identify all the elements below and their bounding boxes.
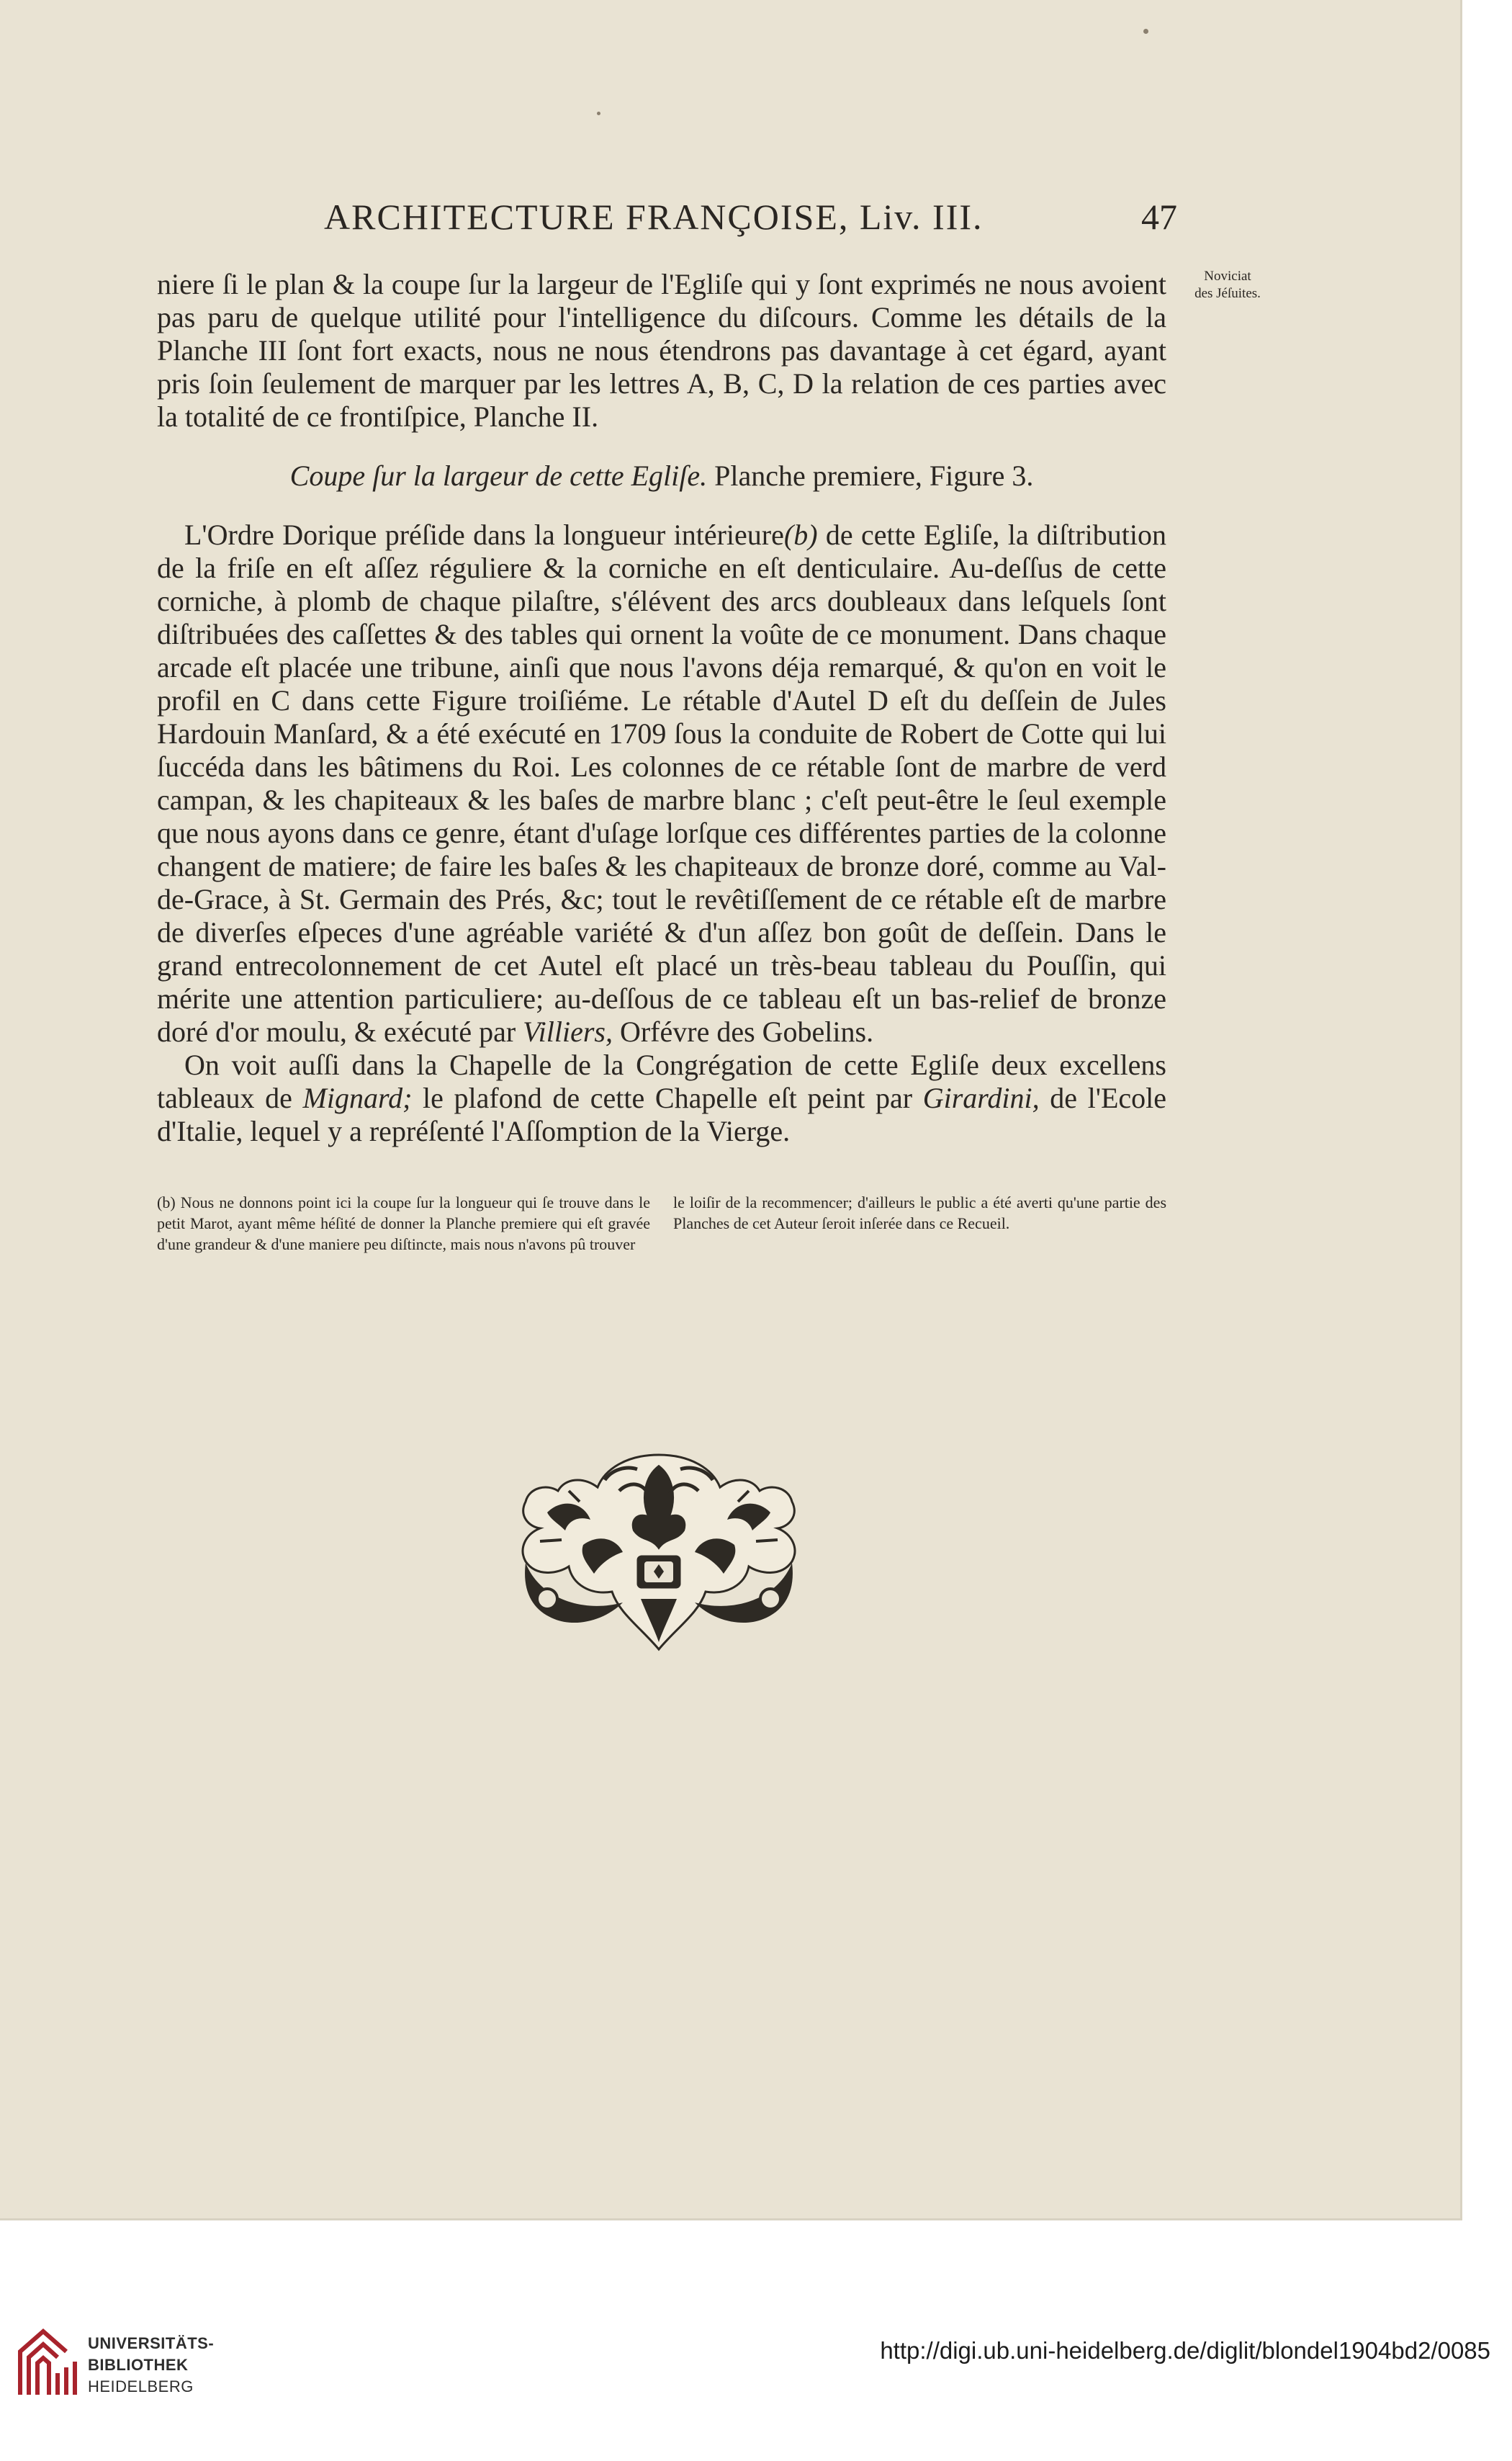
- paragraph: [157, 1049, 1166, 1148]
- paragraph: niere ſi le plan & la coupe ſur la largeur de l'Egliſe qui y ſont exprimés ne nous avoient pas paru de quelque utilité pour l'intelligence du diſcours. Comme les détails de la Planche III ſont fort exacts, nous ne nous étendrons pas davantage à cet égard, ayant pris ſoin ſeulement de marquer par les lettres A, B, C, D la relation de ces parties avec la totalité de ce frontiſpice, Planche II.: [157, 268, 1166, 433]
- page-header: [324, 196, 1177, 246]
- library-logo-icon: [14, 2323, 83, 2402]
- paragraph-text: de cette Egliſe, la diſtribution de la friſe en eſt aſſez réguliere & la corniche en eſt denticulaire. Au-deſſus de cette corniche, à plomb de chaque pilaſtre, s'élévent des arcs doubleaux dans leſquels ſont diſtribuées des caſſettes & des tables qui ornent la voûte de ce monument. Dans chaque arcade eſt placée une tribune, ainſi que nous l'avons déja remarqué, & qu'on en voit le profil en C dans cette Figure troiſiéme. Le rétable d'Autel D eſt du deſſein de Jules Hardouin Manſard, & a été exécuté en 1709 ſous la conduite de Robert de Cotte qui lui ſuccéda dans les bâtimens du Roi. Les colonnes de ce rétable ſont de marbre de verd campan, & les chapiteaux & les baſes de marbre blanc ; c'eſt peut-être le ſeul exemple que nous ayons dans ce genre, étant d'uſage lorſque ces différentes parties de la colonne changent de matiere; de faire les baſes & les chapiteaux de bronze doré, comme au Val-de-Grace, à St. Germain des Prés, &c; tout le revêtiſſement de ce rétable eſt de marbre de diverſes eſpeces d'une agréable variété & d'un aſſez bon goût de deſſein. Dans le grand entrecolonnement de cet Autel eſt placé un très-beau tableau du Pouſſin, qui mérite une attention particuliere; au-deſſous de ce tableau eſt un bas-relief de bronze doré d'or moulu, & exécuté par: [157, 519, 1167, 1048]
- footnotes: [157, 1192, 1166, 1255]
- margin-note-line: des Jéſuites.: [1194, 286, 1261, 301]
- paragraph-text: L'Ordre Dorique préſide dans la longueur intérieure: [184, 519, 784, 551]
- paragraph-text: On voit auſſi dans la Chapelle de la Congrégation de cette Egliſe deux excellens tableaux de: [157, 1049, 1166, 1114]
- paragraph-text: Orfévre des Gobelins.: [612, 1016, 874, 1048]
- paper-speck: [1143, 29, 1148, 34]
- logo-text-line: HEIDELBERG: [88, 2377, 194, 2395]
- footnote-reference: (b): [783, 519, 818, 551]
- source-url-link[interactable]: http://digi.ub.uni-heidelberg.de/diglit/blondel1904bd2/0085: [880, 2337, 1490, 2364]
- ornamental-vignette-icon: [497, 1448, 821, 1657]
- artist-name: Mignard;: [302, 1082, 413, 1114]
- footnote-column-left: [157, 1192, 650, 1255]
- logo-text-line: BIBLIOTHEK: [88, 2356, 189, 2374]
- running-title: ARCHITECTURE FRANÇOISE, Liv. III.: [324, 197, 984, 237]
- paragraph-text: de l'Ecole d'Italie, lequel y a repréſenté l'Aſſomption de la Vierge.: [157, 1082, 1166, 1147]
- footnote-text: le loiſir de la recommencer; d'ailleurs le public a été averti qu'une partie des Planches de cet Auteur ſeroit inſerée dans ce Recueil.: [673, 1193, 1166, 1232]
- footnote-text: (b) Nous ne donnons point ici la coupe ſur la longueur qui ſe trouve dans le petit Marot, ayant même héſité de donner la Planche premiere qui eſt gravée d'une grandeur & d'une maniere peu diſtincte, mais nous n'avons pû trouver: [157, 1193, 650, 1253]
- margin-note: [1184, 268, 1271, 302]
- library-logo: [7, 2323, 295, 2416]
- page-number: 47: [1141, 197, 1177, 237]
- margin-note-line: Noviciat: [1204, 269, 1251, 284]
- main-text: [157, 268, 1166, 1148]
- paragraph-text: le plafond de cette Chapelle eſt peint par: [412, 1082, 923, 1114]
- section-heading-plate: Planche premiere, Figure 3.: [714, 460, 1034, 492]
- artist-name: Villiers,: [523, 1016, 613, 1048]
- section-heading-title: Coupe ſur la largeur de cette Egliſe.: [289, 460, 708, 492]
- artist-name: Girardini,: [922, 1082, 1040, 1114]
- logo-text-line: UNIVERSITÄTS-: [88, 2334, 215, 2352]
- paper-speck: [597, 112, 600, 115]
- paragraph: [157, 519, 1166, 1049]
- footnote-column-right: [673, 1192, 1166, 1255]
- section-heading: [157, 460, 1166, 493]
